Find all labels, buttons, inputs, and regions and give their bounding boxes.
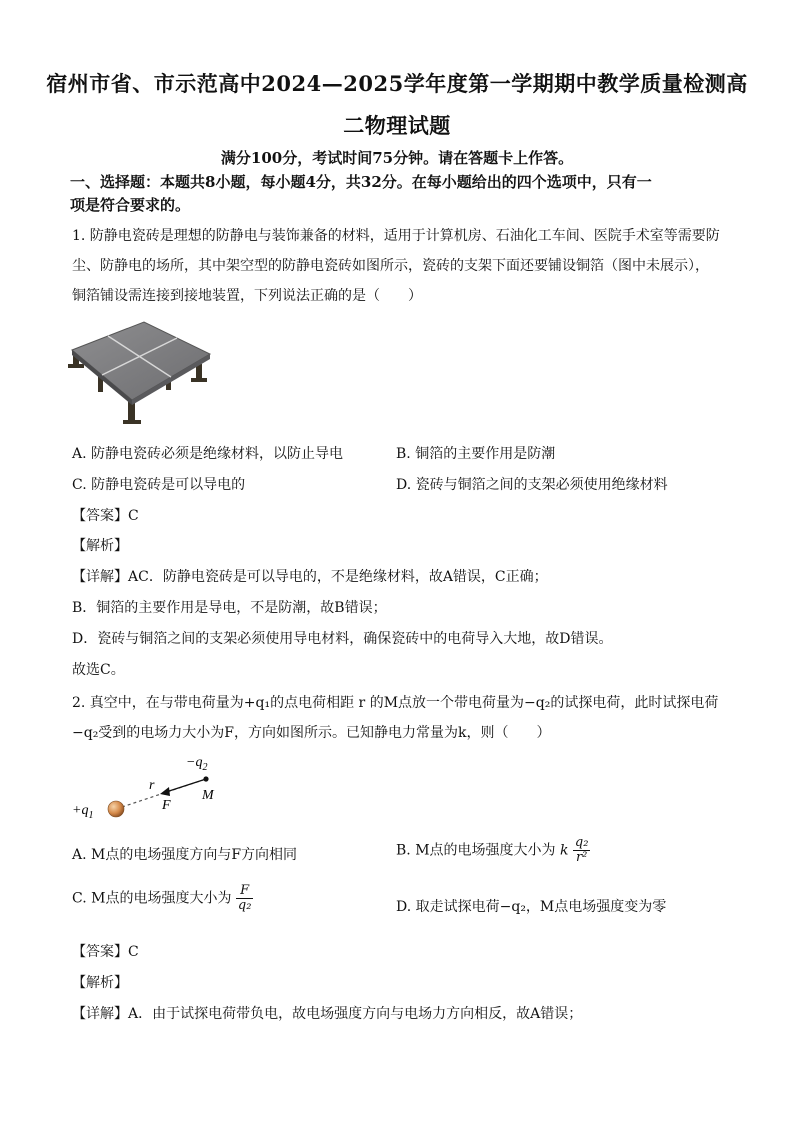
fraction-denominator: q₂ [237, 898, 252, 913]
q1-detail-line-1: 【详解】AC．防静电瓷砖是可以导电的，不是绝缘材料，故A错误，C正确； [72, 569, 548, 585]
constant-k: k [559, 842, 569, 859]
raised-floor-tile-figure [68, 316, 218, 428]
q2-stem-line-1: 2. 真空中，在与带电荷量为+q₁的点电荷相距 r 的M点放一个带电荷量为−q₂的试探电荷，此时试探电荷 [72, 695, 719, 711]
q1-answer [72, 506, 732, 526]
section-heading: 一、选择题：本题共8小题，每小题4分，共32分。在每小题给出的四个选项中，只有一 [70, 173, 652, 191]
fraction-denominator: r² [575, 850, 588, 865]
q1-option-a[interactable]: A. 防静电瓷砖必须是绝缘材料，以防止导电 [72, 446, 344, 462]
point-m [203, 776, 208, 781]
q2-option-a[interactable]: A. M点的电场强度方向与F方向相同 [72, 847, 298, 863]
q2-option-b[interactable] [396, 836, 590, 865]
q2-option-b-text: B. M点的电场强度大小为 [396, 842, 556, 859]
answer-value: C [128, 508, 139, 524]
fraction-f-over-q2 [236, 884, 254, 913]
svg-text:M: M [202, 788, 214, 803]
q1-stem-line-1: 1. 防静电瓷砖是理想的防静电与装饰兼备的材料，适用于计算机房、石油化工车间、医院手术室等需要防 [72, 228, 720, 244]
q1-option-c[interactable]: C. 防静电瓷砖是可以导电的 [72, 477, 246, 493]
q2-detail-line-1: 【详解】A．由于试探电荷带负电，故电场强度方向与电场力方向相反，故A错误； [72, 1006, 583, 1022]
q2-analysis-label: 【解析】 [72, 975, 128, 991]
q1-detail-line-3: D．瓷砖与铜箔之间的支架必须使用导电材料，确保瓷砖中的电荷导入大地，故D错误。 [72, 631, 613, 647]
source-charge [108, 801, 124, 817]
answer-value: C [128, 944, 139, 960]
q1-stem-line-2: 尘、防静电的场所，其中架空型的防静电瓷砖如图所示，瓷砖的支架下面还要铺设铜箔（图中未展示）， [72, 258, 709, 274]
q1-detail-line-4: 故选C。 [72, 662, 125, 678]
q2-option-c[interactable] [72, 884, 253, 913]
q2-answer [72, 942, 732, 962]
force-arrow [166, 779, 206, 792]
q2-option-d[interactable]: D. 取走试探电荷−q₂，M点电场强度变为零 [396, 899, 667, 915]
svg-text:r: r [149, 778, 155, 793]
q2-option-c-text: C. M点的电场强度大小为 [72, 890, 232, 907]
fraction-numerator: F [236, 884, 254, 899]
page-title-continued: 二物理试题 [343, 113, 451, 138]
q1-option-d[interactable]: D. 瓷砖与铜箔之间的支架必须使用绝缘材料 [396, 477, 668, 493]
section-heading-continued: 项是符合要求的。 [70, 196, 191, 214]
svg-text:−q2: $-q_2$ [186, 755, 208, 773]
charge-force-figure [70, 752, 240, 832]
answer-label: 【答案】 [72, 508, 128, 524]
svg-text:+q1: $+q_1$ [72, 803, 94, 821]
q1-stem-line-3: 铜箔铺设需连接到接地装置，下列说法正确的是（ ） [72, 288, 422, 304]
svg-text:F: F [162, 798, 171, 813]
page-title: 宿州市省、市示范高中2024—2025学年度第一学期期中教学质量检测高 [46, 71, 748, 96]
fraction-q2-over-r2 [573, 836, 591, 865]
answer-label: 【答案】 [72, 944, 128, 960]
q2-stem-line-2: −q₂受到的电场力大小为F，方向如图所示。已知静电力常量为k，则（ ） [72, 725, 551, 741]
q1-analysis-label: 【解析】 [72, 538, 128, 554]
exam-instructions: 满分100分，考试时间75分钟。请在答题卡上作答。 [220, 149, 574, 167]
q1-option-b[interactable]: B. 铜箔的主要作用是防潮 [396, 446, 556, 462]
q1-detail-line-2: B．铜箔的主要作用是导电，不是防潮，故B错误； [72, 600, 387, 616]
fraction-numerator: q₂ [574, 835, 589, 850]
